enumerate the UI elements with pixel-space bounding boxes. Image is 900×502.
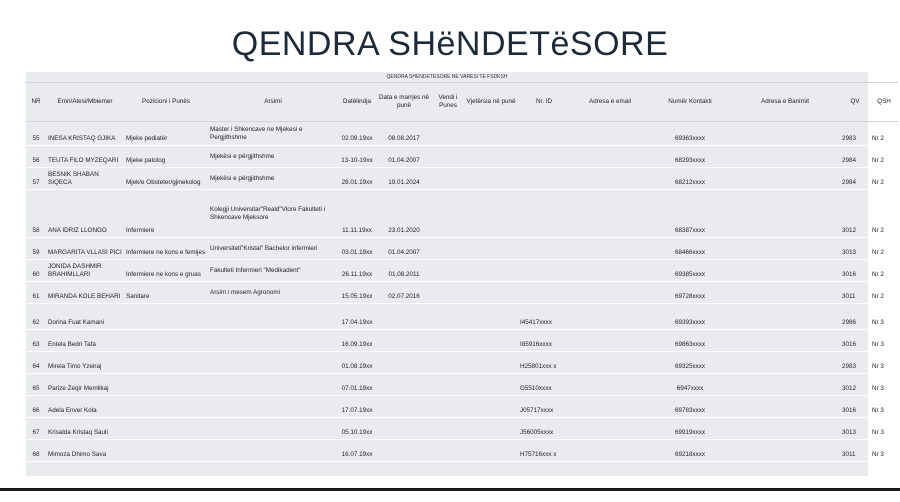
row-qsh: Nr 3: [870, 330, 898, 352]
col-header-email: Adresa e email: [570, 83, 650, 122]
col-header-qsh: QSH: [870, 83, 898, 122]
row-hire-date: 19.01.2024: [376, 168, 432, 190]
row-email: [570, 122, 650, 146]
row-workplace: [432, 418, 464, 440]
staff-table-sheet: [26, 72, 891, 476]
row-hire-date: [376, 440, 432, 462]
row-dob: 16.09.19xx: [338, 330, 376, 352]
row-address: [730, 396, 840, 418]
row-workplace: [432, 122, 464, 146]
row-qsh: Nr 3: [870, 304, 898, 330]
table-row: [26, 396, 898, 418]
row-nr: 60: [26, 260, 46, 282]
table-row: [26, 168, 898, 190]
row-nr: 56: [26, 146, 46, 168]
row-hire-date: [376, 330, 432, 352]
row-seniority: [464, 282, 518, 304]
row-position: Infermiere: [124, 190, 208, 238]
row-dob: 05.10.19xx: [338, 418, 376, 440]
row-education: Universiteti"Kristal" Bachelor infermieri: [208, 238, 338, 260]
row-position: [124, 330, 208, 352]
row-qv: 2983: [840, 352, 870, 374]
row-nr: 68: [26, 440, 46, 462]
row-position: [124, 418, 208, 440]
row-workplace: [432, 282, 464, 304]
row-nr: 64: [26, 352, 46, 374]
row-qsh: Nr 3: [870, 374, 898, 396]
row-hire-date: 01.08.2011: [376, 260, 432, 282]
row-position: Mjek/e Obsteter/gjinekolog: [124, 168, 208, 190]
table-row: [26, 418, 898, 440]
row-seniority: [464, 396, 518, 418]
row-phone: 68293xxxx: [650, 146, 730, 168]
row-qsh: Nr 3: [870, 352, 898, 374]
row-name: Mirela Timo Yzeiraj: [46, 352, 124, 374]
row-id: [518, 146, 570, 168]
row-email: [570, 168, 650, 190]
col-header-position: Pozicioni i Punës: [124, 83, 208, 122]
row-qsh: Nr 3: [870, 418, 898, 440]
row-phone: 69393xxxx: [650, 304, 730, 330]
row-address: [730, 440, 840, 462]
row-qsh: Nr 3: [870, 440, 898, 462]
table-row: [26, 146, 898, 168]
row-education: [208, 440, 338, 462]
row-address: [730, 352, 840, 374]
row-dob: 11.11.19xx: [338, 190, 376, 238]
row-qsh: Nr 2: [870, 122, 898, 146]
row-address: [730, 330, 840, 352]
row-education: Arsim i mesem Agronomi: [208, 282, 338, 304]
row-name: MARGARITA VLLASI PICI: [46, 238, 124, 260]
row-nr: 62: [26, 304, 46, 330]
row-dob: 26.11.19xx: [338, 260, 376, 282]
row-seniority: [464, 238, 518, 260]
row-email: [570, 146, 650, 168]
row-address: [730, 146, 840, 168]
col-header-id: Nr. ID: [518, 83, 570, 122]
row-dob: 02.09.19xx: [338, 122, 376, 146]
row-seniority: [464, 146, 518, 168]
row-position: [124, 352, 208, 374]
row-phone: 69325xxxx: [650, 352, 730, 374]
col-header-address: Adresa e Banimit: [730, 83, 840, 122]
row-nr: 59: [26, 238, 46, 260]
row-phone: 69218xxxx: [650, 440, 730, 462]
row-address: [730, 418, 840, 440]
row-address: [730, 260, 840, 282]
table-row: [26, 440, 898, 462]
row-education: [208, 396, 338, 418]
row-workplace: [432, 330, 464, 352]
row-id: J05717xxxx: [518, 396, 570, 418]
row-workplace: [432, 352, 464, 374]
row-phone: 69863xxxx: [650, 330, 730, 352]
col-header-phone: Numër Kontakti: [650, 83, 730, 122]
row-address: [730, 122, 840, 146]
row-workplace: [432, 374, 464, 396]
row-education: Kolegji Universitar"Reald"Vlore Fakulteti i Shkencave Mjeksore: [208, 190, 338, 238]
row-workplace: [432, 146, 464, 168]
bottom-divider: [0, 488, 900, 491]
row-name: TEUTA FILO MYZEQARI: [46, 146, 124, 168]
col-header-education: Arsimi: [208, 83, 338, 122]
row-position: Infermiere ne kons e gruas: [124, 260, 208, 282]
row-phone: 68212xxxx: [650, 168, 730, 190]
row-name: Krisalda Kristaq Sauli: [46, 418, 124, 440]
row-education: Mjekësi e përgjithshme: [208, 168, 338, 190]
row-qv: 3013: [840, 418, 870, 440]
row-workplace: [432, 190, 464, 238]
staff-table: [26, 82, 898, 462]
row-seniority: [464, 418, 518, 440]
row-workplace: [432, 304, 464, 330]
row-email: [570, 330, 650, 352]
row-name: Dorina Fuat Kamani: [46, 304, 124, 330]
row-qv: 3016: [840, 396, 870, 418]
row-name: ANA IDRIZ LLONGO: [46, 190, 124, 238]
row-hire-date: [376, 304, 432, 330]
row-education: Fakulteti Infermieri "Medikadent": [208, 260, 338, 282]
row-phone: 69363xxxx: [650, 122, 730, 146]
row-email: [570, 418, 650, 440]
table-row: [26, 352, 898, 374]
row-address: [730, 304, 840, 330]
row-qv: 2986: [840, 304, 870, 330]
row-id: [518, 168, 570, 190]
row-phone: 69783xxxx: [650, 396, 730, 418]
row-education: [208, 374, 338, 396]
row-seniority: [464, 374, 518, 396]
row-dob: 17.04.19xx: [338, 304, 376, 330]
row-workplace: [432, 260, 464, 282]
row-email: [570, 396, 650, 418]
row-id: I45417xxxx: [518, 304, 570, 330]
table-row: [26, 122, 898, 146]
row-dob: 15.05.19xx: [338, 282, 376, 304]
row-qv: 3016: [840, 330, 870, 352]
col-header-qv: QV: [840, 83, 870, 122]
row-id: J56005xxxx: [518, 418, 570, 440]
row-position: [124, 304, 208, 330]
row-education: [208, 418, 338, 440]
row-email: [570, 282, 650, 304]
row-hire-date: 01.04.2007: [376, 146, 432, 168]
row-hire-date: [376, 352, 432, 374]
row-position: Sanitare: [124, 282, 208, 304]
row-seniority: [464, 440, 518, 462]
row-phone: 68387xxxx: [650, 190, 730, 238]
row-seniority: [464, 260, 518, 282]
row-seniority: [464, 190, 518, 238]
row-seniority: [464, 304, 518, 330]
row-name: INESA KRISTAQ GJIKA: [46, 122, 124, 146]
row-phone: 6947xxxx: [650, 374, 730, 396]
row-address: [730, 238, 840, 260]
row-dob: 13-10-19xx: [338, 146, 376, 168]
row-nr: 58: [26, 190, 46, 238]
row-id: [518, 260, 570, 282]
row-id: I85916xxxx: [518, 330, 570, 352]
page-title: QENDRA SHëNDETëSORE: [231, 25, 669, 63]
row-email: [570, 440, 650, 462]
row-phone: 69919xxxx: [650, 418, 730, 440]
row-qv: 2984: [840, 146, 870, 168]
row-name: MIRANDA KOLE BEHARI: [46, 282, 124, 304]
row-dob: 17.07.19xx: [338, 396, 376, 418]
row-position: [124, 396, 208, 418]
row-qsh: Nr 2: [870, 260, 898, 282]
row-name: BESNIK SHABAN SIQECA: [46, 168, 124, 190]
row-hire-date: [376, 374, 432, 396]
row-education: [208, 352, 338, 374]
row-name: Entela Bedri Tafa: [46, 330, 124, 352]
col-header-seniority: Vjetërsia në punë: [464, 83, 518, 122]
row-education: [208, 304, 338, 330]
row-hire-date: 01.04.2007: [376, 238, 432, 260]
row-dob: 28.01.19xx: [338, 168, 376, 190]
row-nr: 65: [26, 374, 46, 396]
row-workplace: [432, 440, 464, 462]
row-qv: 3012: [840, 374, 870, 396]
row-dob: 07.01.19xx: [338, 374, 376, 396]
row-qsh: Nr 2: [870, 238, 898, 260]
row-workplace: [432, 396, 464, 418]
row-dob: 03.01.19xx: [338, 238, 376, 260]
row-email: [570, 238, 650, 260]
row-nr: 67: [26, 418, 46, 440]
row-name: Adela Enver Kola: [46, 396, 124, 418]
row-position: [124, 374, 208, 396]
row-qsh: Nr 2: [870, 168, 898, 190]
row-name: Parize Zeqir Memlikaj: [46, 374, 124, 396]
row-position: Mjeke pediatër: [124, 122, 208, 146]
row-email: [570, 304, 650, 330]
row-id: H25801xxx x: [518, 352, 570, 374]
row-address: [730, 190, 840, 238]
row-education: [208, 330, 338, 352]
table-row: [26, 260, 898, 282]
row-hire-date: 08.08.2017: [376, 122, 432, 146]
row-name: Mimoza Dhimo Sava: [46, 440, 124, 462]
col-header-name: Emri/Atesi/Mbiemer: [46, 83, 124, 122]
table-subtitle: QENDRA SHENDETESORE NE VARESI TE FSDKSH: [386, 74, 508, 80]
row-phone: 69385xxxx: [650, 260, 730, 282]
row-position: [124, 440, 208, 462]
table-header-row: [26, 83, 898, 122]
row-hire-date: 23.01.2020: [376, 190, 432, 238]
table-row: [26, 374, 898, 396]
row-phone: 68466xxxx: [650, 238, 730, 260]
row-seniority: [464, 330, 518, 352]
col-header-dob: Datëlindja: [338, 83, 376, 122]
col-header-workplace: Vendi i Punes: [432, 83, 464, 122]
row-position: Mjeke patolog: [124, 146, 208, 168]
row-education: Master i Shkencave ne Mjekesi e Pergjithshme: [208, 122, 338, 146]
row-qv: 2983: [840, 122, 870, 146]
row-qv: 3013: [840, 238, 870, 260]
row-qv: 3012: [840, 190, 870, 238]
col-header-hire-date: Data e marrjes në punë: [376, 83, 432, 122]
row-nr: 57: [26, 168, 46, 190]
row-workplace: [432, 238, 464, 260]
row-hire-date: [376, 396, 432, 418]
row-id: [518, 238, 570, 260]
row-seniority: [464, 352, 518, 374]
row-email: [570, 190, 650, 238]
row-qsh: Nr 3: [870, 396, 898, 418]
row-hire-date: 02.07.2016: [376, 282, 432, 304]
row-nr: 61: [26, 282, 46, 304]
row-workplace: [432, 168, 464, 190]
row-id: [518, 122, 570, 146]
row-email: [570, 352, 650, 374]
row-email: [570, 374, 650, 396]
row-id: G5510xxxx: [518, 374, 570, 396]
table-row: [26, 282, 898, 304]
row-nr: 66: [26, 396, 46, 418]
row-qv: 2984: [840, 168, 870, 190]
row-id: [518, 282, 570, 304]
row-dob: 01.08.19xx: [338, 352, 376, 374]
table-row: [26, 190, 898, 238]
table-row: [26, 238, 898, 260]
row-qv: 3016: [840, 260, 870, 282]
row-qv: 3011: [840, 282, 870, 304]
row-education: Mjekësi e përgjithshme: [208, 146, 338, 168]
table-row: [26, 304, 898, 330]
row-dob: 16.07.19xx: [338, 440, 376, 462]
row-hire-date: [376, 418, 432, 440]
row-qsh: Nr 2: [870, 146, 898, 168]
row-qsh: Nr 2: [870, 282, 898, 304]
row-nr: 63: [26, 330, 46, 352]
row-seniority: [464, 168, 518, 190]
row-qsh: Nr 2: [870, 190, 898, 238]
row-id: [518, 190, 570, 238]
row-qv: 3011: [840, 440, 870, 462]
row-id: H75716xxx x: [518, 440, 570, 462]
row-seniority: [464, 122, 518, 146]
row-address: [730, 374, 840, 396]
row-phone: 69728xxxx: [650, 282, 730, 304]
row-address: [730, 168, 840, 190]
row-email: [570, 260, 650, 282]
row-position: Infermiere ne kons e femijes: [124, 238, 208, 260]
row-nr: 55: [26, 122, 46, 146]
table-row: [26, 330, 898, 352]
row-address: [730, 282, 840, 304]
row-name: JONIDA DASHMIR BRAHIMLLARI: [46, 260, 124, 282]
col-header-nr: NR: [26, 83, 46, 122]
